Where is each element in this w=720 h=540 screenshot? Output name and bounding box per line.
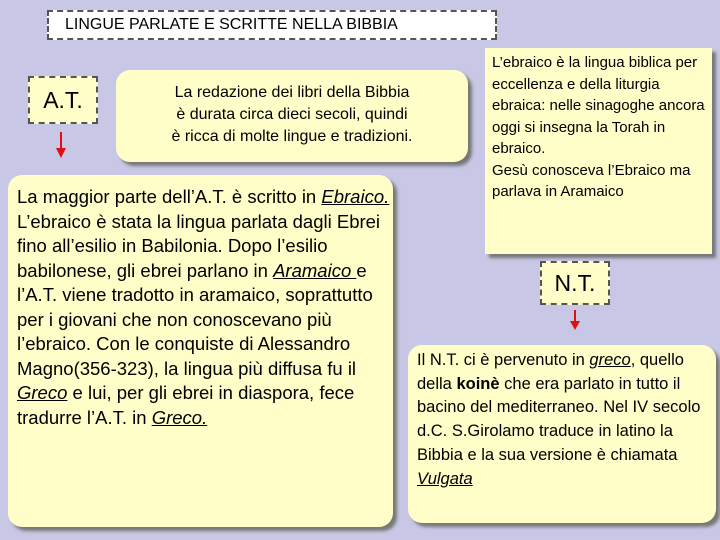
at-text-part-1: La maggior parte dell’A.T. è scritto in <box>17 186 317 207</box>
at-text-part-2: L’ebraico è stata la lingua parlata dagli Ebrei fino all’esilio in Babilonia. Dopo l’esilio babilonese, gli ebrei parlano in <box>17 210 381 281</box>
greco-term-2: Greco. <box>151 406 208 428</box>
vulgata-term: Vulgata <box>417 469 473 488</box>
nt-text-part-2: , quello della <box>417 351 684 393</box>
at-text-part-4: e lui, per gli ebrei in diaspora, fece tradurre l’A.T. in <box>17 382 355 428</box>
ebraico-term: Ebraico. <box>321 186 390 207</box>
nt-text-part-3: che era parlato in tutto il bacino del mediterraneo. Nel IV secolo d.C. S.Girolamo traduce in latino la Bibbia e la sua versione è chiamata <box>417 374 701 464</box>
redazione-line-1: La redazione dei libri della Bibbia <box>174 84 410 101</box>
redazione-box <box>116 70 468 162</box>
at-label-box: A.T. <box>28 76 98 124</box>
nt-label-box: N.T. <box>540 261 610 305</box>
at-text-part-3: e l’A.T. viene tradotto in aramaico, soprattutto per i giovani che non conoscevano più l’ebraico. Con le conquiste di Alessandro Magno(356-323), la lingua più diffusa fu il <box>17 259 373 379</box>
redazione-line-2: è durata circa dieci secoli, quindi <box>176 106 408 123</box>
nt-down-arrow-icon <box>568 308 582 332</box>
ebraico-note-box <box>485 48 712 254</box>
greco-term-1: Greco <box>17 382 68 403</box>
nt-text-part-1: Il N.T. ci è pervenuto in <box>417 351 590 369</box>
slide-title: LINGUE PARLATE E SCRITTE NELLA BIBBIA <box>47 10 497 40</box>
at-down-arrow-icon <box>54 130 68 160</box>
greco-term-nt: greco <box>589 351 631 369</box>
at-description-box <box>8 175 393 527</box>
ebraico-note-p2: Gesù conosceva l’Ebraico ma parlava in Aramaico <box>492 161 691 200</box>
ebraico-note-p1: L’ebraico è la lingua biblica per eccellenza e della liturgia ebraica: nelle sinagoghe ancora oggi si insegna la Torah in ebraico. <box>492 54 705 157</box>
redazione-line-3: è ricca di molte lingue e tradizioni. <box>171 128 413 145</box>
koine-term: koinè <box>456 374 500 393</box>
aramaico-term: Aramaico <box>273 259 357 281</box>
nt-description-box <box>408 345 716 523</box>
